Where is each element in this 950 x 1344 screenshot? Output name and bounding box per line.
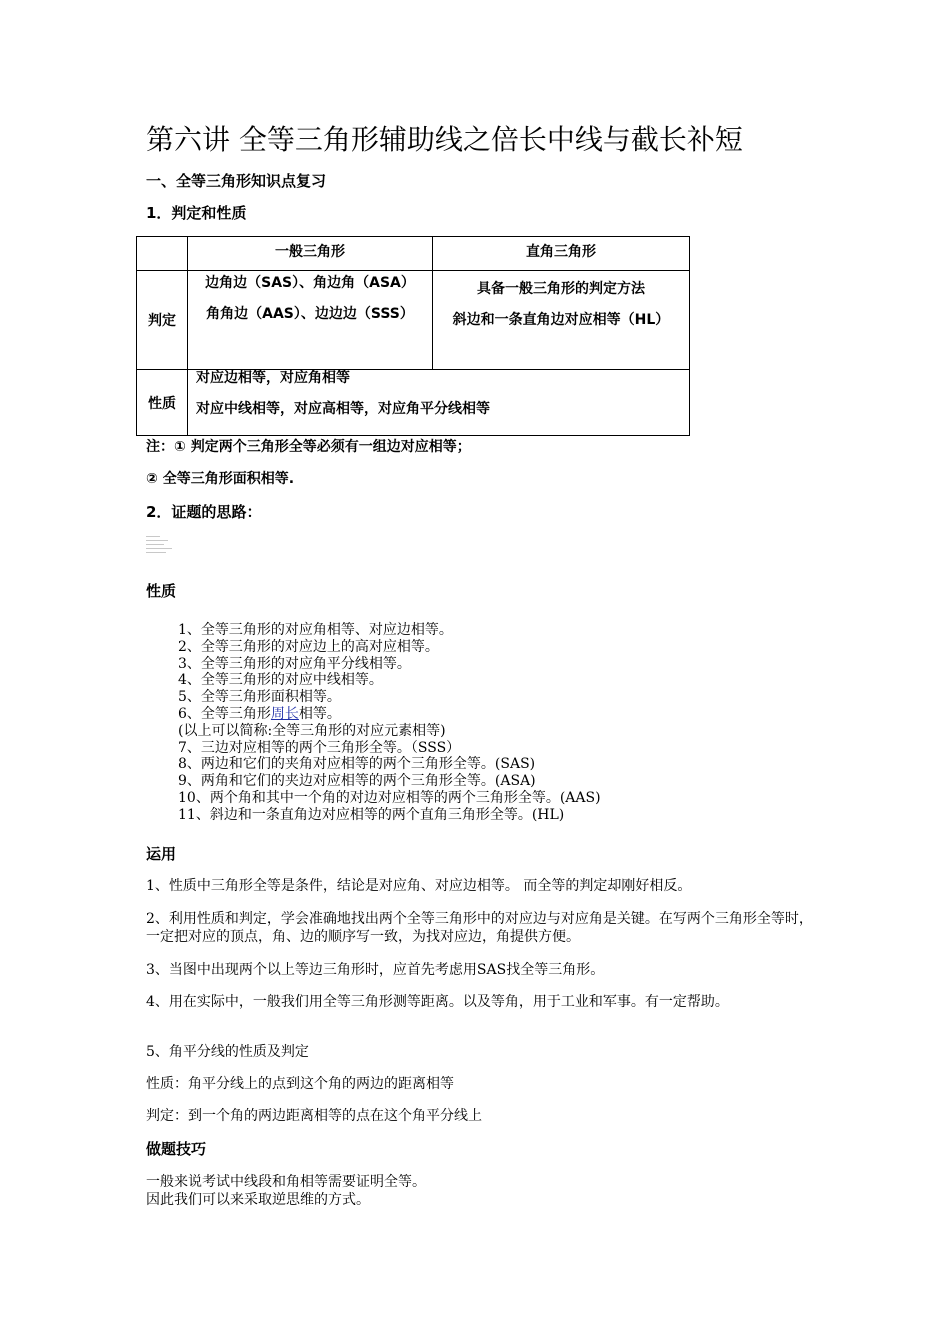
- table-cell-property: [188, 370, 690, 436]
- properties-list: [178, 622, 601, 824]
- judge-right-line-1: 具备一般三角形的判定方法: [477, 281, 645, 297]
- list-item-text: 6、全等三角形: [178, 705, 271, 722]
- list-item: 11、斜边和一条直角边对应相等的两个直角三角形全等。(HL): [178, 806, 565, 823]
- table-cell-judge-general: [188, 271, 433, 370]
- table-row-judge: [137, 271, 690, 370]
- tips-line-2: 因此我们可以来采取逆思维的方式。: [146, 1192, 370, 1208]
- table-header-row: [137, 237, 690, 271]
- list-item-text: 相等。: [298, 705, 341, 722]
- heading-application: 运用: [146, 845, 177, 863]
- table-header-right: 直角三角形: [433, 237, 690, 271]
- application-paragraph-6: 性质：角平分线上的点到这个角的两边的距离相等: [146, 1076, 454, 1092]
- table-corner-cell: [137, 237, 188, 271]
- application-paragraph-3: 3、当图中出现两个以上等边三角形时，应首先考虑用SAS找全等三角形。: [146, 962, 605, 978]
- list-item: 2、全等三角形的对应边上的高对应相等。: [178, 638, 439, 655]
- section-heading-review: 一、全等三角形知识点复习: [146, 172, 327, 190]
- list-item: 8、两边和它们的夹角对应相等的两个三角形全等。(SAS): [178, 756, 536, 773]
- application-paragraph-5: 5、角平分线的性质及判定: [146, 1044, 309, 1060]
- list-item: 3、全等三角形的对应角平分线相等。: [178, 655, 411, 672]
- table-row-label-property: 性质: [137, 370, 188, 436]
- table-row-property: [137, 370, 690, 436]
- list-item: 7、三边对应相等的两个三角形全等。（SSS）: [178, 739, 461, 756]
- page-title: 第六讲 全等三角形辅助线之倍长中线与截长补短: [146, 123, 743, 156]
- judge-general-line-1: 边角边（SAS）、角边角（ASA）: [205, 275, 415, 291]
- diagram-image: [146, 533, 174, 563]
- property-line-1: 对应边相等，对应角相等: [196, 370, 350, 386]
- application-paragraph-2: 2、利用性质和判定，学会准确地找出两个全等三角形中的对应边与对应角是关键。在写两个三角形全等时，一定把对应的顶点，角、边的顺序写一致，为找对应边，角提供方便。: [146, 911, 813, 945]
- judge-general-line-2: 角角边（AAS）、边边边（SSS）: [206, 306, 414, 322]
- tips-line-1: 一般来说考试中线段和角相等需要证明全等。: [146, 1174, 426, 1190]
- judge-right-line-2: 斜边和一条直角边对应相等（HL）: [452, 312, 670, 328]
- table-row-label-judge: 判定: [137, 271, 188, 370]
- heading-properties: 性质: [146, 582, 177, 600]
- subheading-proof-approach: 2．证题的思路：: [146, 503, 262, 521]
- subheading-judge-properties: 1．判定和性质: [146, 204, 247, 222]
- list-item: 10、两个角和其中一个角的对边对应相等的两个三角形全等。(AAS): [178, 789, 601, 806]
- table-header-general: 一般三角形: [188, 237, 433, 271]
- perimeter-link[interactable]: 周长: [270, 705, 299, 722]
- application-paragraph-7: 判定：到一个角的两边距离相等的点在这个角平分线上: [146, 1108, 482, 1124]
- judge-property-table: [136, 236, 690, 436]
- list-item: 1、全等三角形的对应角相等、对应边相等。: [178, 622, 453, 638]
- note-line-1: 注：① 判定两个三角形全等必须有一组边对应相等；: [146, 439, 471, 455]
- application-paragraph-1: 1、性质中三角形全等是条件，结论是对应角、对应边相等。 而全等的判定却刚好相反。: [146, 878, 692, 894]
- list-item: 9、两角和它们的夹边对应相等的两个三角形全等。(ASA): [178, 773, 536, 790]
- list-item: 4、全等三角形的对应中线相等。: [178, 672, 383, 689]
- list-item: (以上可以简称:全等三角形的对应元素相等): [178, 722, 446, 739]
- heading-tips: 做题技巧: [146, 1140, 207, 1158]
- table-cell-judge-right: [433, 271, 690, 370]
- list-item: [178, 706, 601, 723]
- property-line-2: 对应中线相等，对应高相等，对应角平分线相等: [196, 401, 490, 417]
- note-line-2: ② 全等三角形面积相等.: [146, 471, 295, 487]
- list-item: 5、全等三角形面积相等。: [178, 689, 341, 706]
- application-paragraph-4: 4、用在实际中，一般我们用全等三角形测等距离。以及等角，用于工业和军事。有一定帮助。: [146, 994, 729, 1010]
